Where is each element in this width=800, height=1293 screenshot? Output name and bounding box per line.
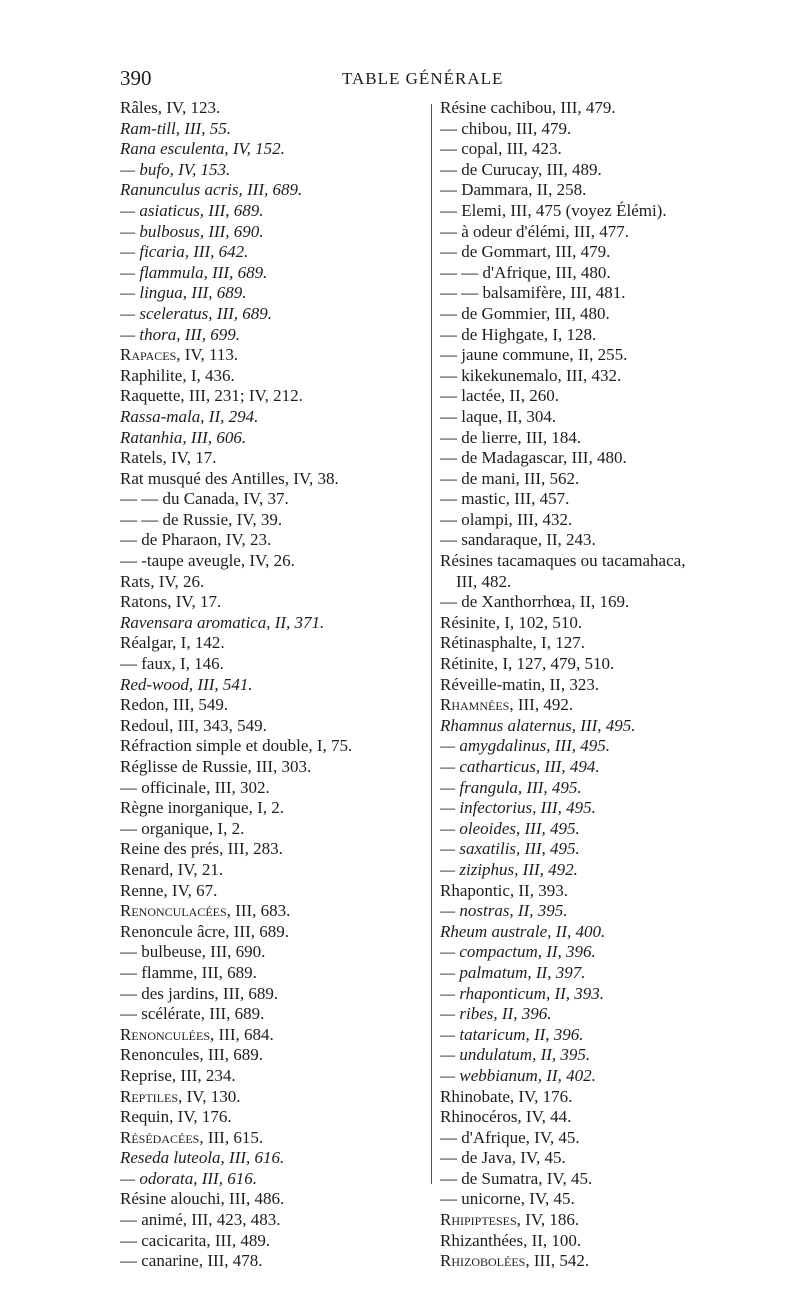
index-entry: — cacicarita, III, 489. — [120, 1230, 271, 1250]
index-entry: Rassa-mala, II, 294. — [120, 406, 259, 426]
index-entry: Rhipipteses, IV, 186. — [440, 1210, 580, 1230]
index-entry: — infectorius, III, 495. — [440, 798, 596, 818]
index-entry: Raphilite, I, 436. — [120, 365, 235, 385]
index-entry: III, 482. — [456, 571, 512, 591]
index-entry: Red-wood, III, 541. — [120, 674, 253, 694]
index-entry: — saxatilis, III, 495. — [440, 839, 580, 859]
index-entry: — ficaria, III, 642. — [120, 242, 249, 262]
index-entry: Résédacées, III, 615. — [120, 1127, 264, 1147]
index-entry: — scélérate, III, 689. — [120, 1004, 265, 1024]
index-entry: Renonculées, III, 684. — [120, 1024, 274, 1044]
index-entry: Raquette, III, 231; IV, 212. — [120, 386, 303, 406]
index-entry: — copal, III, 423. — [440, 139, 562, 159]
index-entry: Résine cachibou, III, 479. — [440, 98, 616, 117]
page-header — [120, 66, 760, 96]
index-entry: Renonculacées, III, 683. — [120, 901, 291, 921]
index-entry: Ratanhia, III, 606. — [120, 427, 247, 447]
index-entry: — de Xanthorrhœa, II, 169. — [440, 592, 630, 612]
index-entry: — bulbeuse, III, 690. — [120, 942, 266, 962]
index-entry: — de Curucay, III, 489. — [440, 159, 602, 179]
index-entry: Résinite, I, 102, 510. — [440, 612, 583, 632]
index-entry: — de Java, IV, 45. — [440, 1148, 566, 1168]
index-entry: — de Gommart, III, 479. — [440, 242, 611, 262]
index-entry: — odorata, III, 616. — [120, 1168, 257, 1188]
index-entry: — des jardins, III, 689. — [120, 983, 279, 1003]
index-entry: — undulatum, II, 395. — [440, 1045, 591, 1065]
index-entry: Reprise, III, 234. — [120, 1065, 236, 1085]
index-entry: Rats, IV, 26. — [120, 571, 205, 591]
index-entry: — Elemi, III, 475 (voyez Élémi). — [440, 200, 667, 220]
index-entry: — bulbosus, III, 690. — [120, 221, 264, 241]
index-entry: — ribes, II, 396. — [440, 1004, 552, 1024]
index-entry: — sandaraque, II, 243. — [440, 530, 596, 550]
index-entry: Redoul, III, 343, 549. — [120, 715, 267, 735]
index-entry: Règne inorganique, I, 2. — [120, 798, 284, 818]
index-entry: Rhamnus alaternus, III, 495. — [440, 715, 636, 735]
index-entry: Réalgar, I, 142. — [120, 633, 225, 653]
index-entry: — compactum, II, 396. — [440, 942, 596, 962]
index-entry: — olampi, III, 432. — [440, 509, 573, 529]
index-entry: — jaune commune, II, 255. — [440, 345, 628, 365]
index-entry: — thora, III, 699. — [120, 324, 240, 344]
index-entry: — de Madagascar, III, 480. — [440, 448, 627, 468]
index-entry: — webbianum, II, 402. — [440, 1065, 596, 1085]
index-entry: Reptiles, IV, 130. — [120, 1086, 241, 1106]
index-entry: — chibou, III, 479. — [440, 118, 572, 138]
index-column-left — [120, 98, 425, 1272]
index-entry: Râles, IV, 123. — [120, 98, 221, 117]
index-entry: Requin, IV, 176. — [120, 1107, 232, 1127]
index-entry: — nostras, II, 395. — [440, 901, 568, 921]
index-entry: Rhinocéros, IV, 44. — [440, 1107, 572, 1127]
index-entry: — amygdalinus, III, 495. — [440, 736, 610, 756]
index-entry: — — d'Afrique, III, 480. — [440, 262, 611, 282]
index-entry: — ziziphus, III, 492. — [440, 859, 578, 879]
index-entry: Rhizanthées, II, 100. — [440, 1230, 582, 1250]
index-entry: — bufo, IV, 153. — [120, 159, 231, 179]
index-entry: Ranunculus acris, III, 689. — [120, 180, 303, 200]
index-entry: Ravensara aromatica, II, 371. — [120, 612, 325, 632]
index-entry: Rhamnées, III, 492. — [440, 695, 574, 715]
index-entry: — lingua, III, 689. — [120, 283, 247, 303]
index-entry: — unicorne, IV, 45. — [440, 1189, 575, 1209]
index-entry: — oleoides, III, 495. — [440, 818, 580, 838]
index-entry: — kikekunemalo, III, 432. — [440, 365, 622, 385]
index-entry: — frangula, III, 495. — [440, 777, 582, 797]
index-entry: Rétinite, I, 127, 479, 510. — [440, 654, 615, 674]
index-entry: — — du Canada, IV, 37. — [120, 489, 289, 509]
index-entry: — sceleratus, III, 689. — [120, 303, 273, 323]
index-entry: — de mani, III, 562. — [440, 468, 580, 488]
index-entry: — officinale, III, 302. — [120, 777, 270, 797]
index-entry: Redon, III, 549. — [120, 695, 229, 715]
index-entry: — — balsamifère, III, 481. — [440, 283, 626, 303]
index-entry: Renne, IV, 67. — [120, 880, 218, 900]
index-entry: — flammula, III, 689. — [120, 262, 268, 282]
index-entry: — — de Russie, IV, 39. — [120, 509, 283, 529]
index-entry: — Dammara, II, 258. — [440, 180, 587, 200]
index-entry: Rhapontic, II, 393. — [440, 880, 568, 900]
index-entry: Résines tacamaques ou tacamahaca, — [440, 551, 686, 571]
index-entry: — canarine, III, 478. — [120, 1251, 263, 1271]
index-entry: Résine alouchi, III, 486. — [120, 1189, 285, 1209]
index-entry: Rat musqué des Antilles, IV, 38. — [120, 468, 339, 488]
index-entry: Reseda luteola, III, 616. — [120, 1148, 285, 1168]
index-entry: Rana esculenta, IV, 152. — [120, 139, 285, 159]
index-entry: Rapaces, IV, 113. — [120, 345, 239, 365]
index-entry: — tataricum, II, 396. — [440, 1024, 584, 1044]
index-entry: — animé, III, 423, 483. — [120, 1210, 281, 1230]
index-entry: — asiaticus, III, 689. — [120, 200, 264, 220]
index-entry: Ratons, IV, 17. — [120, 592, 222, 612]
index-entry: — catharticus, III, 494. — [440, 757, 600, 776]
index-entry: — de Highgate, I, 128. — [440, 324, 597, 344]
index-entry: — faux, I, 146. — [120, 654, 224, 674]
index-entry: Renoncules, III, 689. — [120, 1045, 264, 1065]
index-entry: Renoncule âcre, III, 689. — [120, 921, 289, 941]
index-entry: — à odeur d'élémi, III, 477. — [440, 221, 630, 241]
index-entry: Rhizobolées, III, 542. — [440, 1251, 590, 1271]
running-title: TABLE GÉNÉRALE — [342, 69, 504, 88]
index-entry: Réveille-matin, II, 323. — [440, 674, 600, 694]
index-entry: Renard, IV, 21. — [120, 859, 224, 879]
index-entry: — flamme, III, 689. — [120, 962, 257, 982]
page-number: 390 — [120, 66, 152, 90]
index-entry: — mastic, III, 457. — [440, 489, 570, 509]
index-entry: Rhinobate, IV, 176. — [440, 1086, 573, 1106]
index-entry: Rétinasphalte, I, 127. — [440, 633, 585, 653]
index-entry: Rheum australe, II, 400. — [440, 921, 606, 941]
index-entry: — palmatum, II, 397. — [440, 962, 586, 982]
column-divider — [431, 104, 432, 1184]
index-entry: Réfraction simple et double, I, 75. — [120, 736, 353, 756]
index-entry: — laque, II, 304. — [440, 406, 557, 426]
index-column-right — [440, 98, 770, 1272]
index-entry: — de lierre, III, 184. — [440, 427, 582, 447]
index-entry: — de Sumatra, IV, 45. — [440, 1168, 593, 1188]
index-entry: Ratels, IV, 17. — [120, 448, 217, 468]
index-entry: — de Gommier, III, 480. — [440, 303, 610, 323]
index-entry: — organique, I, 2. — [120, 818, 245, 838]
index-entry: — -taupe aveugle, IV, 26. — [120, 551, 295, 571]
index-entry: — d'Afrique, IV, 45. — [440, 1127, 580, 1147]
index-entry: — de Pharaon, IV, 23. — [120, 530, 272, 550]
index-entry: Réglisse de Russie, III, 303. — [120, 757, 312, 776]
index-entry: — rhaponticum, II, 393. — [440, 983, 605, 1003]
index-entry: Reine des prés, III, 283. — [120, 839, 283, 859]
index-entry: — lactée, II, 260. — [440, 386, 559, 406]
index-entry: Ram-till, III, 55. — [120, 118, 231, 138]
